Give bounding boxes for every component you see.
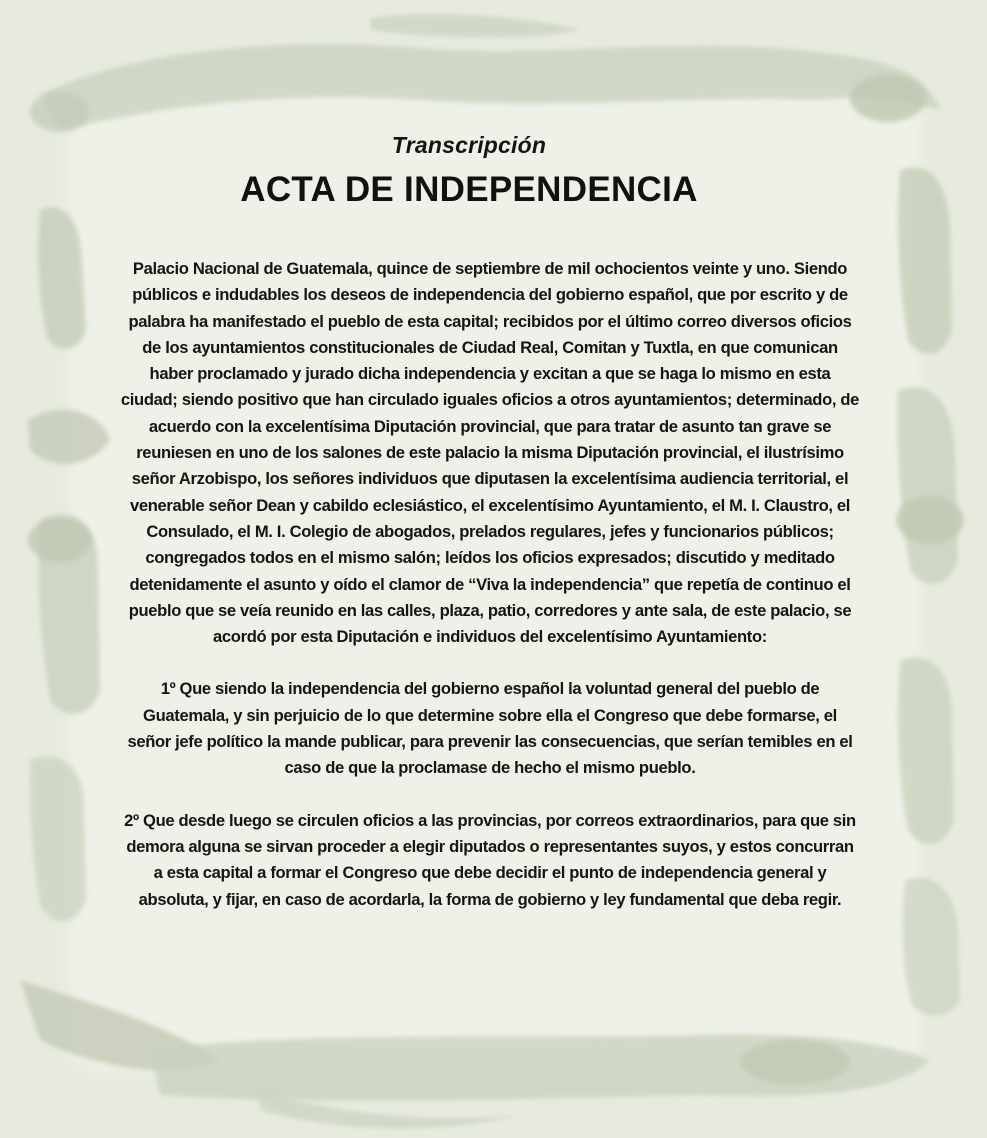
document-body [120, 256, 860, 913]
document-subtitle: Transcripción [391, 132, 547, 158]
document-title: ACTA DE INDEPENDENCIA [240, 170, 698, 209]
intro-paragraph: Palacio Nacional de Guatemala, quince de septiembre de mil ochocientos veinte y uno. Siendo públicos e indudables los deseos de independencia del gobierno español, que por escrito y de palabra ha manifestado el pueblo de esta capital; recibidos por el último correo diversos oficios de los ayuntamientos constitucionales de Ciudad Real, Comitan y Tuxtla, en que comunican haber proclamado y jurado dicha independencia y excitan a que se haga lo mismo en esta ciudad; siendo positivo que han circulado iguales oficios a otros ayuntamientos; determinado, de acuerdo con la excelentísima Diputación provincial, que para tratar de asunto tan grave se reuniesen en uno de los salones de este palacio la misma Diputación provincial, el ilustrísimo señor Arzobispo, los señores individuos que diputasen la excelentísima audiencia territorial, el venerable señor Dean y cabildo eclesiástico, el excelentísimo Ayuntamiento, el M. I. Claustro, el Consulado, el M. I. Colegio de abogados, prelados regulares, jefes y funcionarios públicos; congregados todos en el mismo salón; leídos los oficios expresados; discutido y meditado detenidamente el asunto y oído el clamor de “Viva la independencia” que repetía de continuo el pueblo que se veía reunido en las calles, plaza, patio, corredores y ante sala, de este palacio, se acordó por esta Diputación e individuos del excelentísimo Ayuntamiento: [120, 259, 860, 647]
paragraph-gap [120, 782, 860, 808]
article-1-paragraph: 1º Que siendo la independencia del gobierno español la voluntad general del pueblo de Guatemala, y sin perjuicio de lo que determine sobre ella el Congreso que debe formarse, el señor jefe político la mande publicar, para prevenir las consecuencias, que serían temibles en el caso de que la proclamase de hecho el mismo pueblo. [127, 679, 853, 778]
article-2-paragraph: 2º Que desde luego se circulen oficios a las provincias, por correos extraordinarios, para que sin demora alguna se sirvan proceder a elegir diputados o representantes suyos, y estos concurran a esta capital a formar el Congreso que debe decidir el punto de independencia general y absoluta, y fijar, en caso de acordarla, la forma de gobierno y ley fundamental que deba regir. [124, 810, 856, 909]
paragraph-gap [120, 650, 860, 676]
